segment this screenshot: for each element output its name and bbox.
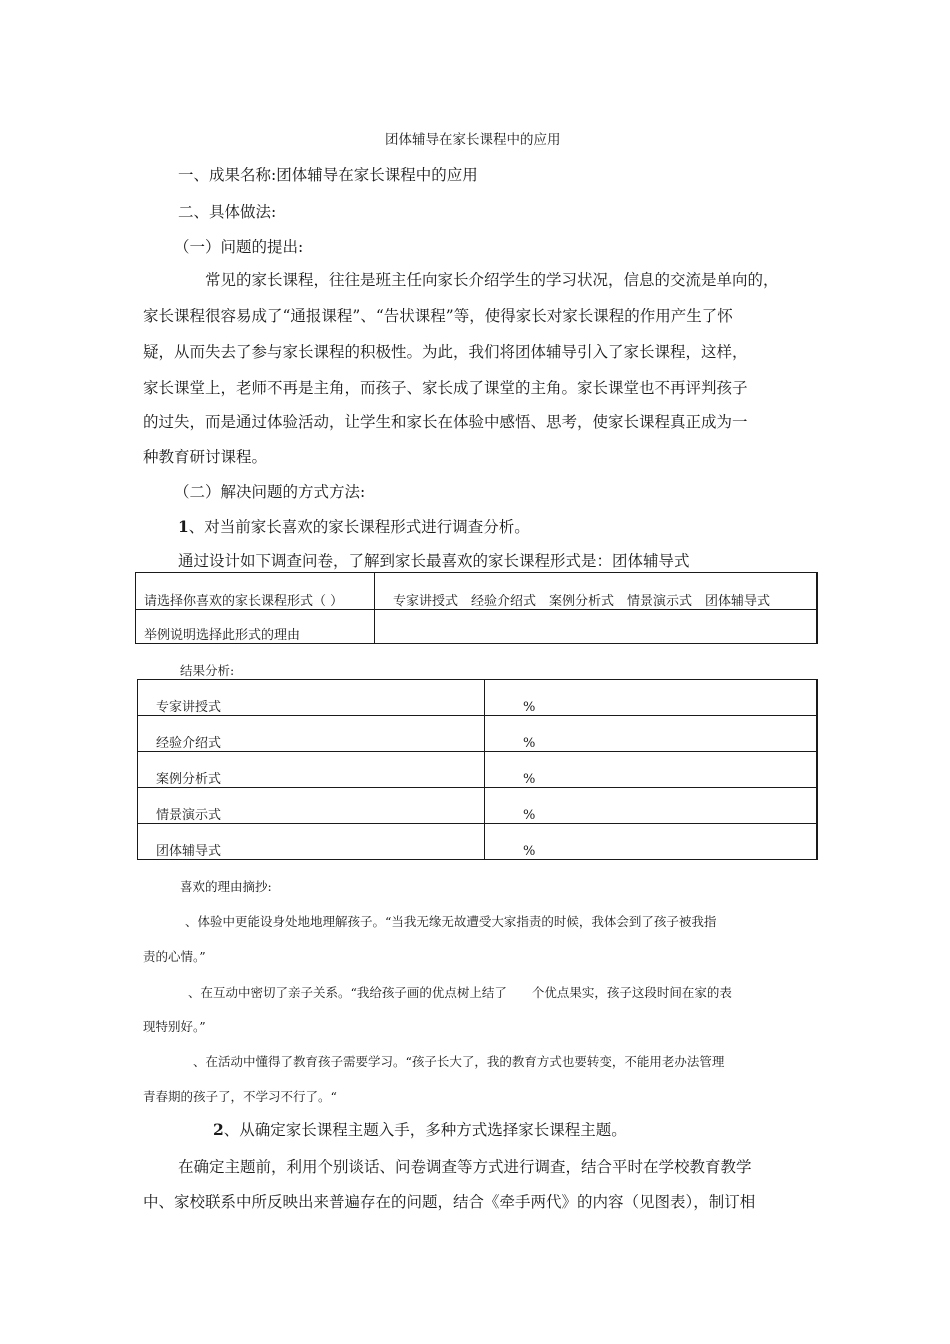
paragraph-line: 家长课程很容易成了“通报课程”、“告状课程”等，使得家长对家长课程的作用产生了怀: [143, 307, 733, 325]
result-name: 情景演示式: [138, 788, 485, 824]
table-row: [138, 680, 818, 716]
survey-row2-value: [375, 610, 818, 644]
quote-line: 责的心情。”: [143, 949, 206, 964]
survey-intro: 通过设计如下调查问卷，了解到家长最喜欢的家长课程形式是：团体辅导式: [178, 552, 690, 570]
paragraph-line: 在确定主题前，利用个别谈话、问卷调查等方式进行调查，结合平时在学校教育教学: [178, 1158, 752, 1176]
reasons-label: 喜欢的理由摘抄:: [180, 879, 272, 894]
result-value: %: [485, 824, 818, 860]
survey-row1-options: 专家讲授式 经验介绍式 案例分析式 情景演示式 团体辅导式: [375, 573, 818, 610]
result-name: 团体辅导式: [138, 824, 485, 860]
table-row: [138, 716, 818, 752]
item1-heading: [178, 515, 530, 537]
paragraph-line: 常见的家长课程，往往是班主任向家长介绍学生的学习状况，信息的交流是单向的，: [205, 271, 779, 289]
item2-heading: [213, 1118, 627, 1140]
result-value: %: [485, 680, 818, 716]
paragraph-line: 中、家校联系中所反映出来普遍存在的问题，结合《牵手两代》的内容（见图表），制订相: [143, 1193, 756, 1211]
result-analysis-label: 结果分析:: [180, 663, 235, 678]
paragraph-line: 疑，从而失去了参与家长课程的积极性。为此，我们将团体辅导引入了家长课程，这样，: [143, 343, 748, 361]
paragraph-line: 家长课堂上，老师不再是主角，而孩子、家长成了课堂的主角。家长课堂也不再评判孩子: [143, 379, 748, 397]
item2-number: 2: [213, 1120, 224, 1139]
survey-row2-label: 举例说明选择此形式的理由: [136, 610, 375, 644]
result-value: %: [485, 752, 818, 788]
paragraph-line: 的过失，而是通过体验活动，让学生和家长在体验中感悟、思考，使家长课程真正成为一: [143, 413, 748, 431]
quote-line: 、在活动中懂得了教育孩子需要学习。“孩子长大了，我的教育方式也要转变，不能用老办法管理: [193, 1054, 725, 1069]
achievement-name-line: 一、成果名称:团体辅导在家长课程中的应用: [178, 166, 478, 184]
table-row: [138, 788, 818, 824]
paragraph-line: 种教育研讨课程。: [143, 448, 268, 466]
section2-heading: （二）解决问题的方式方法:: [174, 483, 366, 501]
section1-heading: （一）问题的提出:: [174, 238, 304, 256]
table-row: [138, 752, 818, 788]
result-name: 案例分析式: [138, 752, 485, 788]
result-name: 经验介绍式: [138, 716, 485, 752]
item1-text: 、对当前家长喜欢的家长课程形式进行调查分析。: [188, 518, 530, 536]
document-title: 团体辅导在家长课程中的应用: [385, 132, 561, 148]
item2-text: 、从确定家长课程主题入手，多种方式选择家长课程主题。: [223, 1121, 627, 1139]
result-name: 专家讲授式: [138, 680, 485, 716]
method-heading: 二、具体做法:: [178, 203, 277, 221]
survey-table: [135, 572, 818, 644]
result-value: %: [485, 788, 818, 824]
survey-row1-label: 请选择你喜欢的家长课程形式（ ）: [136, 573, 375, 610]
result-table: [137, 679, 818, 860]
result-value: %: [485, 716, 818, 752]
quote-line: 青春期的孩子了，不学习不行了。“: [143, 1089, 337, 1104]
quote-line: 、在互动中密切了亲子关系。“我给孩子画的优点树上结了 个优点果实，孩子这段时间在家的表: [188, 985, 732, 1000]
quote-line: 现特别好。”: [143, 1019, 206, 1034]
item1-number: 1: [178, 517, 189, 536]
table-row: [138, 824, 818, 860]
quote-line: 、体验中更能设身处地地理解孩子。“当我无缘无故遭受大家指责的时候，我体会到了孩子被我指: [185, 914, 717, 929]
